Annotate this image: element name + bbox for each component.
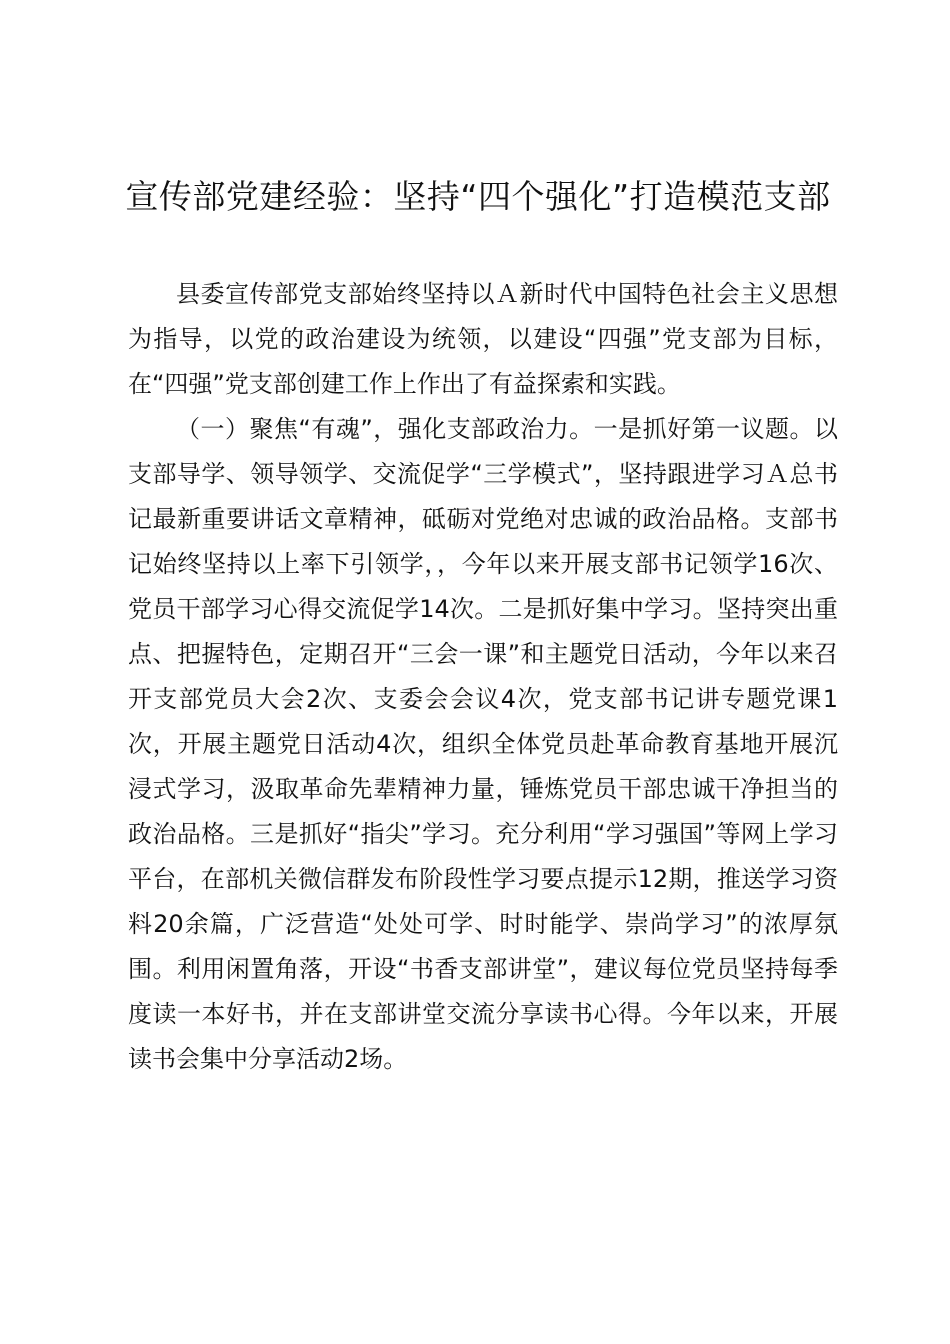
document-body (128, 272, 838, 1082)
document-title: 宣传部党建经验：坚持“四个强化”打造模范支部 (125, 177, 831, 216)
section-one-paragraph: （一）聚焦“有魂”，强化支部政治力。一是抓好第一议题。以支部导学、领导领学、交流促学“三学模式”，坚持跟进学习Ａ总书记最新重要讲话文章精神，砥砺对党绝对忠诚的政治品格。支部书记始终坚持以上率下引领学，，今年以来开展支部书记领学16次、党员干部学习心得交流促学14次。二是抓好集中学习。坚持突出重点、把握特色，定期召开“三会一课”和主题党日活动，今年以来召开支部党员大会2次、支委会会议4次，党支部书记讲专题党课1次，开展主题党日活动4次，组织全体党员赴革命教育基地开展沉浸式学习，汲取革命先辈精神力量，锤炼党员干部忠诚干净担当的政治品格。三是抓好“指尖”学习。充分利用“学习强国”等网上学习平台，在部机关微信群发布阶段性学习要点提示12期，推送学习资料20余篇，广泛营造“处处可学、时时能学、崇尚学习”的浓厚氛围。利用闲置角落，开设“书香支部讲堂”，建议每位党员坚持每季度读一本好书，并在支部讲堂交流分享读书心得。今年以来，开展读书会集中分享活动2场。 (128, 415, 838, 1073)
intro-paragraph: 县委宣传部党支部始终坚持以Ａ新时代中国特色社会主义思想为指导，以党的政治建设为统领，以建设“四强”党支部为目标，在“四强”党支部创建工作上作出了有益探索和实践。 (128, 280, 838, 398)
